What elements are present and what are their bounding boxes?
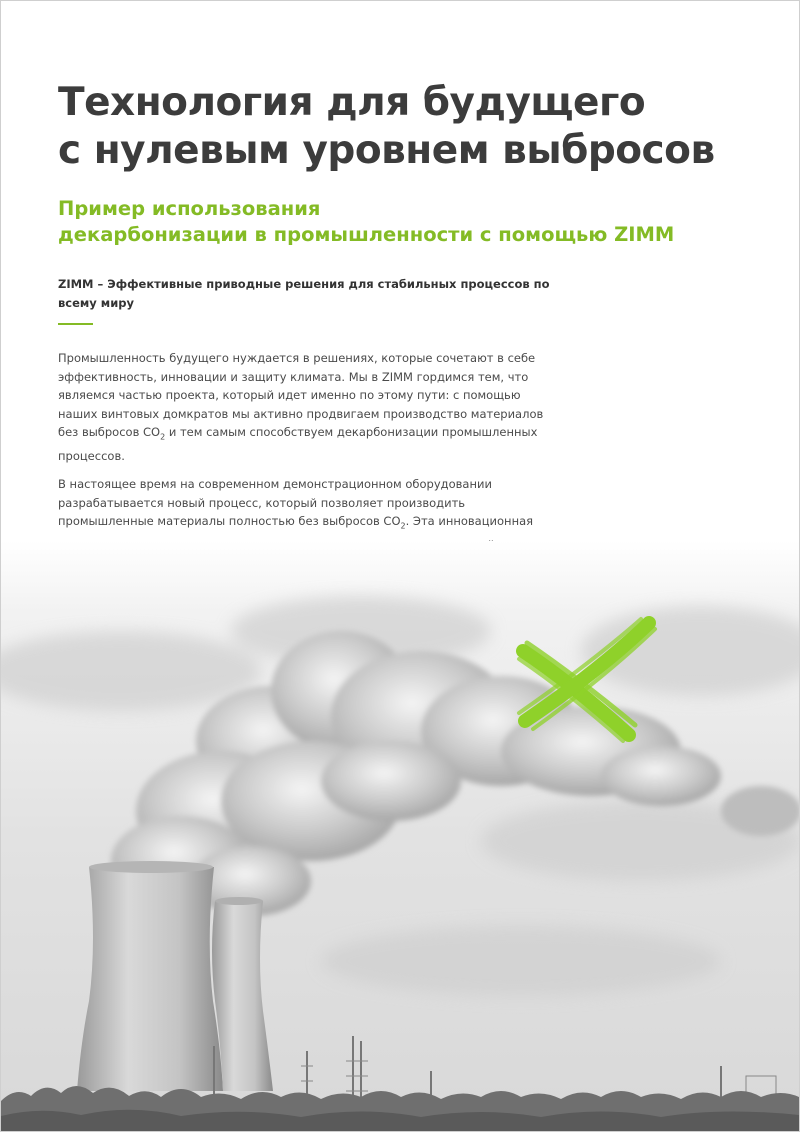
p2-line-3-pre: промышленные материалы полностью без выбросов CO xyxy=(58,514,401,528)
p1-line-6: процессов. xyxy=(58,448,125,463)
p2-line-3-post: . Эта инновационная xyxy=(405,514,534,528)
cross-icon xyxy=(511,613,661,743)
p1-line-1: Промышленность будущего нуждается в решениях, которые сочетают в себе xyxy=(58,351,536,365)
title-line-1: Технология для будущего xyxy=(58,80,646,125)
cooling-towers-smoke-photo xyxy=(1,541,799,1131)
p1-line-5-pre: без выбросов CO xyxy=(58,425,161,439)
p2-line-2: разрабатывается новый процесс, который позволяет производить xyxy=(58,495,466,510)
p1-line-2: эффективность, инновации и защиту климата. Мы в ZIMM гордимся тем, что xyxy=(58,369,529,384)
accent-divider xyxy=(58,323,93,325)
p1-line-5 xyxy=(58,423,548,447)
p2-line-1: В настоящее время на современном демонстрационном оборудовании xyxy=(58,477,492,491)
body-paragraph-1 xyxy=(58,349,548,465)
lead-line-2: всему миру xyxy=(58,296,134,310)
lead-text xyxy=(58,275,550,313)
lead-line-1: ZIMM – Эффективные приводные решения для стабильных процессов по xyxy=(58,277,550,291)
co2-subscript: 2 xyxy=(160,432,166,442)
p2-line-3 xyxy=(58,512,548,536)
page-subtitle xyxy=(58,196,674,248)
p1-line-3: являемся частью проекта, который идет именно по этому пути: с помощью xyxy=(58,388,521,402)
subtitle-line-1: Пример использования xyxy=(58,197,321,220)
co2-subscript: 2 xyxy=(400,521,406,531)
p1-line-4: наших винтовых домкратов мы активно продвигаем производство материалов xyxy=(58,406,544,421)
title-line-2: с нулевым уровнем выбросов xyxy=(58,128,715,173)
subtitle-line-2: декарбонизации в промышленности с помощью ZIMM xyxy=(58,223,675,246)
p1-line-5-post: и тем самым способствуем декарбонизации промышленных xyxy=(165,425,538,439)
page-title xyxy=(58,79,715,175)
